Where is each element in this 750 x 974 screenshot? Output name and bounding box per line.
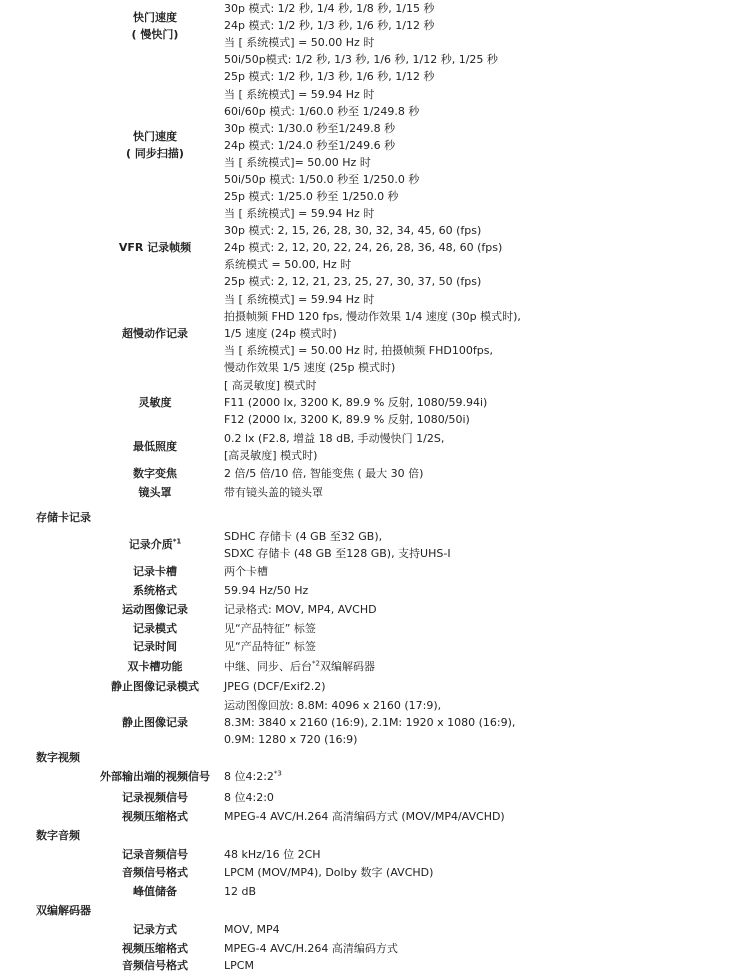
- value-line: 拍摄帧频 FHD 120 fps, 慢动作效果 1/4 速度 (30p 模式时),: [224, 310, 521, 323]
- value-line: 24p 模式: 1/2 秒, 1/3 秒, 1/6 秒, 1/12 秒: [224, 19, 435, 32]
- spec-value: [224, 768, 744, 785]
- spec-label: 镜头罩: [138, 486, 172, 499]
- spec-row-dual-slot: [0, 658, 750, 676]
- spec-value: 8 位4:2:0: [224, 791, 274, 804]
- section-heading-card-recording: 存储卡记录: [36, 511, 91, 524]
- label-line: 最低照度: [133, 440, 177, 453]
- spec-label: [65, 536, 245, 553]
- value-line: 当 [ 系统模式]= 50.00 Hz 时: [224, 156, 371, 169]
- spec-row-lens-hood: [0, 484, 750, 502]
- value-line: 50i/50p 模式: 1/50.0 秒至 1/250.0 秒: [224, 173, 420, 186]
- spec-label: 记录时间: [133, 640, 177, 653]
- spec-label: 系统格式: [133, 584, 177, 597]
- spec-row-shutter-slow: [0, 0, 750, 85]
- value-line: 60i/60p 模式: 1/60.0 秒至 1/249.8 秒: [224, 105, 420, 118]
- value-text: 中继、同步、后台: [224, 660, 312, 673]
- label-line: VFR 记录帧频: [118, 241, 192, 254]
- value-line: 30p 模式: 1/2 秒, 1/4 秒, 1/8 秒, 1/15 秒: [224, 2, 435, 15]
- value-line: [ 高灵敏度] 模式时: [224, 379, 317, 392]
- footnote-marker: *1: [172, 537, 182, 546]
- spec-value: 12 dB: [224, 885, 257, 898]
- value-text: 8 位4:2:2: [224, 770, 274, 783]
- spec-row-media: [0, 528, 750, 562]
- spec-label: 记录视频信号: [122, 791, 188, 804]
- spec-value: [224, 528, 744, 562]
- spec-row-codec-recording: [0, 921, 750, 939]
- spec-label: [65, 325, 245, 342]
- value-line: F11 (2000 lx, 3200 K, 89.9 % 反射, 1080/59.94i): [224, 396, 488, 409]
- value-line: 系统模式 = 50.00, Hz 时: [224, 258, 352, 271]
- spec-row-still-recording: [0, 697, 750, 749]
- spec-row-sensitivity: [0, 377, 750, 429]
- section-heading-digital-video: 数字视频: [36, 751, 80, 764]
- spec-row-audio-format: [0, 864, 750, 882]
- spec-label: 运动图像记录: [122, 603, 188, 616]
- spec-label: 视频压缩格式: [122, 810, 188, 823]
- spec-row-digital-zoom: [0, 465, 750, 483]
- spec-value: LPCM (MOV/MP4), Dolby 数字 (AVCHD): [224, 866, 434, 879]
- spec-row-codec-audio: [0, 957, 750, 974]
- label-line: ( 慢快门): [131, 28, 179, 41]
- spec-label: 记录卡槽: [133, 565, 177, 578]
- spec-row-still-mode: [0, 678, 750, 696]
- spec-label: [65, 9, 245, 43]
- spec-value: 59.94 Hz/50 Hz: [224, 584, 309, 597]
- value-line: 0.9M: 1280 x 720 (16:9): [224, 733, 358, 746]
- spec-value: 48 kHz/16 位 2CH: [224, 848, 321, 861]
- spec-row-system-format: [0, 582, 750, 600]
- spec-value: [224, 430, 744, 464]
- spec-label: 音频信号格式: [122, 866, 188, 879]
- value-line: 当 [ 系统模式] = 59.94 Hz 时: [224, 88, 375, 101]
- spec-row-shutter-sync: [0, 86, 750, 206]
- spec-row-headroom: [0, 883, 750, 901]
- value-line: SDHC 存储卡 (4 GB 至32 GB),: [224, 530, 383, 543]
- spec-row-codec-video: [0, 940, 750, 958]
- spec-row-rec-video-signal: [0, 789, 750, 807]
- spec-value: MPEG-4 AVC/H.264 高清编码方式 (MOV/MP4/AVCHD): [224, 810, 505, 823]
- value-text: 双编解码器: [319, 660, 375, 673]
- spec-label: [65, 714, 245, 731]
- value-line: 1/5 速度 (24p 模式时): [224, 327, 337, 340]
- value-line: 30p 模式: 1/30.0 秒至1/249.8 秒: [224, 122, 396, 135]
- spec-value: JPEG (DCF/Exif2.2): [224, 680, 326, 693]
- spec-value: [224, 377, 744, 428]
- spec-label: [65, 128, 245, 162]
- label-line: 快门速度: [133, 130, 177, 143]
- value-line: 当 [ 系统模式] = 50.00 Hz 时, 拍摄帧频 FHD100fps,: [224, 344, 493, 357]
- spec-label: 外部输出端的视频信号: [100, 770, 210, 783]
- spec-row-slow-motion: [0, 291, 750, 377]
- label-line: 快门速度: [133, 11, 177, 24]
- spec-row-external-output: [0, 768, 750, 786]
- label-line: 灵敏度: [138, 396, 172, 409]
- label-line: 超慢动作记录: [122, 327, 188, 340]
- spec-value: 两个卡槽: [224, 565, 268, 578]
- spec-row-vfr: [0, 205, 750, 291]
- spec-row-video-compression: [0, 808, 750, 826]
- value-line: 30p 模式: 2, 15, 26, 28, 30, 32, 34, 45, 60 (fps): [224, 224, 482, 237]
- spec-row-min-illumination: [0, 430, 750, 464]
- spec-label: 记录音频信号: [122, 848, 188, 861]
- spec-value: 2 倍/5 倍/10 倍, 智能变焦 ( 最大 30 倍): [224, 467, 424, 480]
- spec-value: LPCM: [224, 959, 254, 972]
- value-line: 慢动作效果 1/5 速度 (25p 模式时): [224, 361, 396, 374]
- value-line: 当 [ 系统模式] = 59.94 Hz 时: [224, 207, 375, 220]
- spec-row-record-mode: [0, 620, 750, 638]
- spec-value: [224, 697, 744, 748]
- spec-label: 数字变焦: [133, 467, 177, 480]
- spec-label: 视频压缩格式: [122, 942, 188, 955]
- spec-label: 音频信号格式: [122, 959, 188, 972]
- spec-label: 峰值储备: [133, 885, 177, 898]
- spec-row-rec-audio-signal: [0, 846, 750, 864]
- value-line: [高灵敏度] 模式时): [224, 449, 318, 462]
- spec-label: [65, 239, 245, 256]
- value-line: 25p 模式: 1/25.0 秒至 1/250.0 秒: [224, 190, 399, 203]
- spec-row-record-time: [0, 638, 750, 656]
- spec-value: MOV, MP4: [224, 923, 280, 936]
- spec-value: [224, 86, 744, 205]
- value-line: 50i/50p模式: 1/2 秒, 1/3 秒, 1/6 秒, 1/12 秒, 1/25 秒: [224, 53, 498, 66]
- spec-value: [224, 0, 744, 85]
- value-line: F12 (2000 lx, 3200 K, 89.9 % 反射, 1080/50i): [224, 413, 470, 426]
- value-line: 24p 模式: 1/24.0 秒至1/249.6 秒: [224, 139, 396, 152]
- spec-value: 见“产品特征” 标签: [224, 640, 316, 653]
- spec-value: MPEG-4 AVC/H.264 高清编码方式: [224, 942, 398, 955]
- spec-value: [224, 291, 744, 376]
- spec-value: 见“产品特征” 标签: [224, 622, 316, 635]
- spec-row-card-slot: [0, 563, 750, 581]
- value-line: 当 [ 系统模式] = 50.00 Hz 时: [224, 36, 375, 49]
- value-line: SDXC 存储卡 (48 GB 至128 GB), 支持UHS-I: [224, 547, 451, 560]
- value-line: 运动图像回放: 8.8M: 4096 x 2160 (17:9),: [224, 699, 442, 712]
- label-text: 记录介质: [128, 538, 173, 551]
- spec-value: 记录格式: MOV, MP4, AVCHD: [224, 603, 377, 616]
- value-line: 24p 模式: 2, 12, 20, 22, 24, 26, 28, 36, 48, 60 (fps): [224, 241, 503, 254]
- spec-label: [65, 394, 245, 411]
- value-line: 25p 模式: 1/2 秒, 1/3 秒, 1/6 秒, 1/12 秒: [224, 70, 435, 83]
- spec-value: [224, 658, 744, 675]
- spec-label: 记录模式: [133, 622, 177, 635]
- value-line: 25p 模式: 2, 12, 21, 23, 25, 27, 30, 37, 50 (fps): [224, 275, 482, 288]
- footnote-marker: *3: [273, 769, 282, 778]
- label-line: 静止图像记录: [122, 716, 188, 729]
- footnote-marker: *2: [312, 659, 320, 668]
- spec-label: 记录方式: [133, 923, 177, 936]
- spec-value: 带有镜头盖的镜头罩: [224, 486, 323, 499]
- spec-value: [224, 205, 744, 290]
- spec-row-motion-recording: [0, 601, 750, 619]
- value-line: 当 [ 系统模式] = 59.94 Hz 时: [224, 293, 375, 306]
- value-line: 0.2 lx (F2.8, 增益 18 dB, 手动慢快门 1/2S,: [224, 432, 445, 445]
- section-heading-digital-audio: 数字音频: [36, 829, 80, 842]
- section-heading-dual-codec: 双编解码器: [36, 904, 91, 917]
- spec-label: 静止图像记录模式: [111, 680, 199, 693]
- spec-label: [65, 438, 245, 455]
- label-line: ( 同步扫描): [126, 147, 184, 160]
- spec-label: 双卡槽功能: [127, 660, 183, 673]
- value-line: 8.3M: 3840 x 2160 (16:9), 2.1M: 1920 x 1080 (16:9),: [224, 716, 516, 729]
